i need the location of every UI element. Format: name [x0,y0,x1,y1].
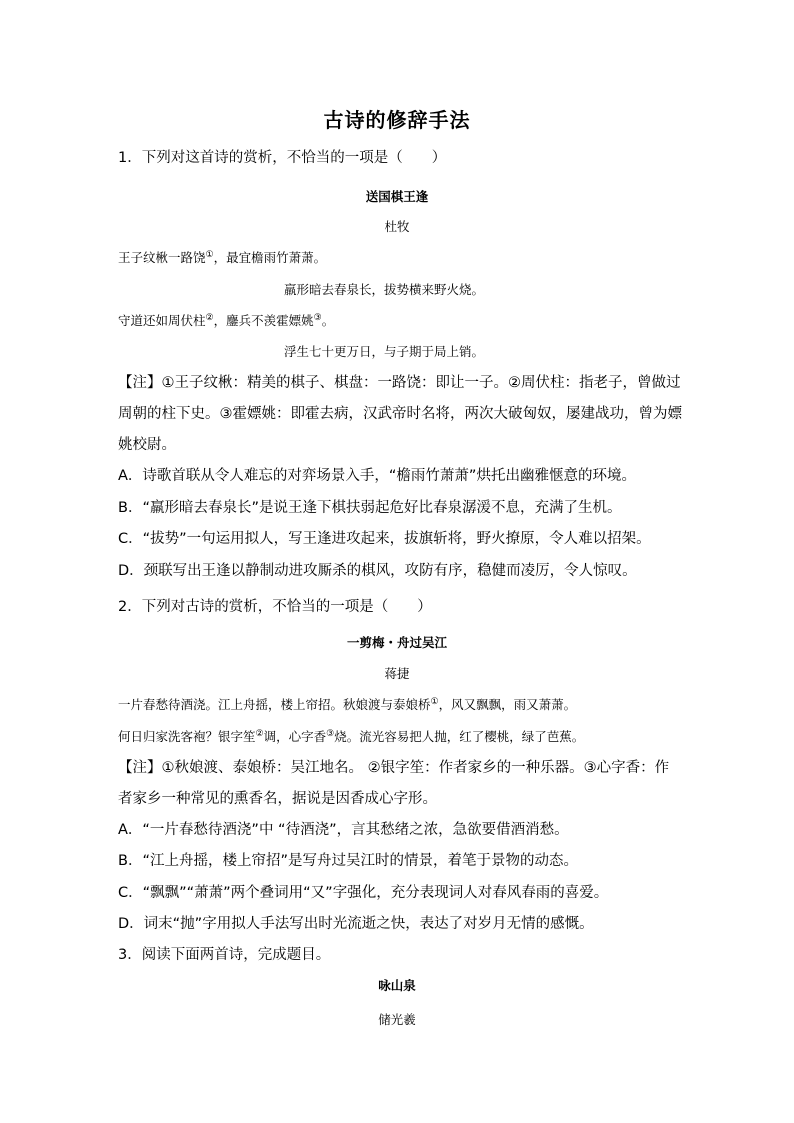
note-mark-3: ③ [326,728,335,739]
q1-poem-line4: 浮生七十更万日，与子期于局上销。 [284,344,485,359]
note-mark-2: ② [255,728,264,739]
q1-option-a: A．诗歌首联从令人难忘的对弈场景入手，“檐雨竹萧萧”烘托出幽雅惬意的环境。 [118,468,636,484]
q2-poem-line1-text: 一片春愁待酒浇。江上舟摇，楼上帘招。秋娘渡与泰娘桥 [118,697,431,712]
q2-poem-line2-b: 调，心字香 [263,729,327,744]
q1-poem-title: 送国棋王逢 [365,189,429,204]
q1-poem-line2: 羸形暗去春泉长，拔势横来野火烧。 [284,282,485,297]
q1-poem-line1-text: 王子纹楸一路饶 [118,250,206,265]
q1-poem-line3 [118,310,334,332]
q2-poem-line2 [118,726,584,748]
q1-note-line1: 【注】①王子纹楸：精美的棋子、棋盘：一路饶：即让一子。②周伏柱：指老子，曾做过 [118,375,681,391]
q2-note-line1: 【注】①秋娘渡、泰娘桥：吴江地名。 ②银字笙：作者家乡的一种乐器。③心字香：作 [118,760,670,776]
q2-poem-line2-a: 何日归家洗客袍？银字笙 [118,729,256,744]
q2-poem-line1-rest: ，风又飘飘，雨又萧萧。 [438,697,577,712]
note-mark-3: ③ [313,312,322,323]
note-mark-1: ① [430,696,439,707]
q1-option-d: D．颈联写出王逢以静制动进攻厮杀的棋风，攻防有序，稳健而凌厉，令人惊叹。 [118,563,637,579]
q2-poem-line2-c: 烧。流光容易把人抛，红了樱桃，绿了芭蕉。 [334,729,585,744]
q1-stem: 1．下列对这首诗的赏析，不恰当的一项是（ ） [118,150,447,166]
q3-poem-author: 储光羲 [378,1012,416,1027]
q2-option-d: D．词末“抛”字用拟人手法写出时光流逝之快，表达了对岁月无情的感慨。 [118,916,594,932]
q1-poem-line1 [118,247,326,269]
q2-poem-line1 [118,694,576,716]
q3-poem-title: 咏山泉 [378,978,416,993]
q1-poem-line3-mid: ，鏖兵不羡霍嫖姚 [213,313,314,328]
note-mark-1: ① [205,249,214,260]
q2-stem: 2．下列对古诗的赏析，不恰当的一项是（ ） [118,599,432,615]
note-mark-2: ② [205,312,214,323]
q1-option-b: B．“羸形暗去春泉长”是说王逢下棋扶弱起危好比春泉潺湲不息，充满了生机。 [118,500,622,516]
page-title: 古诗的修辞手法 [323,108,471,132]
q2-option-c: C．“飘飘”“萧萧”两个叠词用“又”字强化，充分表现词人对春风春雨的喜爱。 [118,885,609,901]
q1-poem-author: 杜牧 [384,219,410,234]
q1-option-c: C．“拔势”一句运用拟人，写王逢进攻起来，拔旗斩将，野火撩原，令人难以招架。 [118,531,651,547]
q2-note-line2: 者家乡一种常见的熏香名，据说是因香成心字形。 [118,791,437,807]
q1-note-line2: 周朝的柱下史。③霍嫖姚：即霍去病，汉武帝时名将，两次大破匈奴，屡建战功，曾为嫖 [118,406,682,422]
q3-stem: 3．阅读下面两首诗，完成题目。 [118,947,331,963]
q1-poem-line1-rest: ，最宜檐雨竹萧萧。 [213,250,327,265]
q1-poem-line3-end: 。 [321,313,335,328]
q2-poem-author: 蒋捷 [384,666,410,681]
q2-option-a: A．“一片春愁待酒浇”中 “待酒浇”，言其愁绪之浓，急欲要借酒消愁。 [118,822,569,838]
q1-note-line3: 姚校尉。 [118,437,176,453]
q1-poem-line3-text: 守道还如周伏柱 [118,313,206,328]
q2-poem-title: 一剪梅・舟过吴江 [346,635,447,650]
q2-option-b: B．“江上舟摇，楼上帘招”是写舟过吴江时的情景，着笔于景物的动态。 [118,853,578,869]
